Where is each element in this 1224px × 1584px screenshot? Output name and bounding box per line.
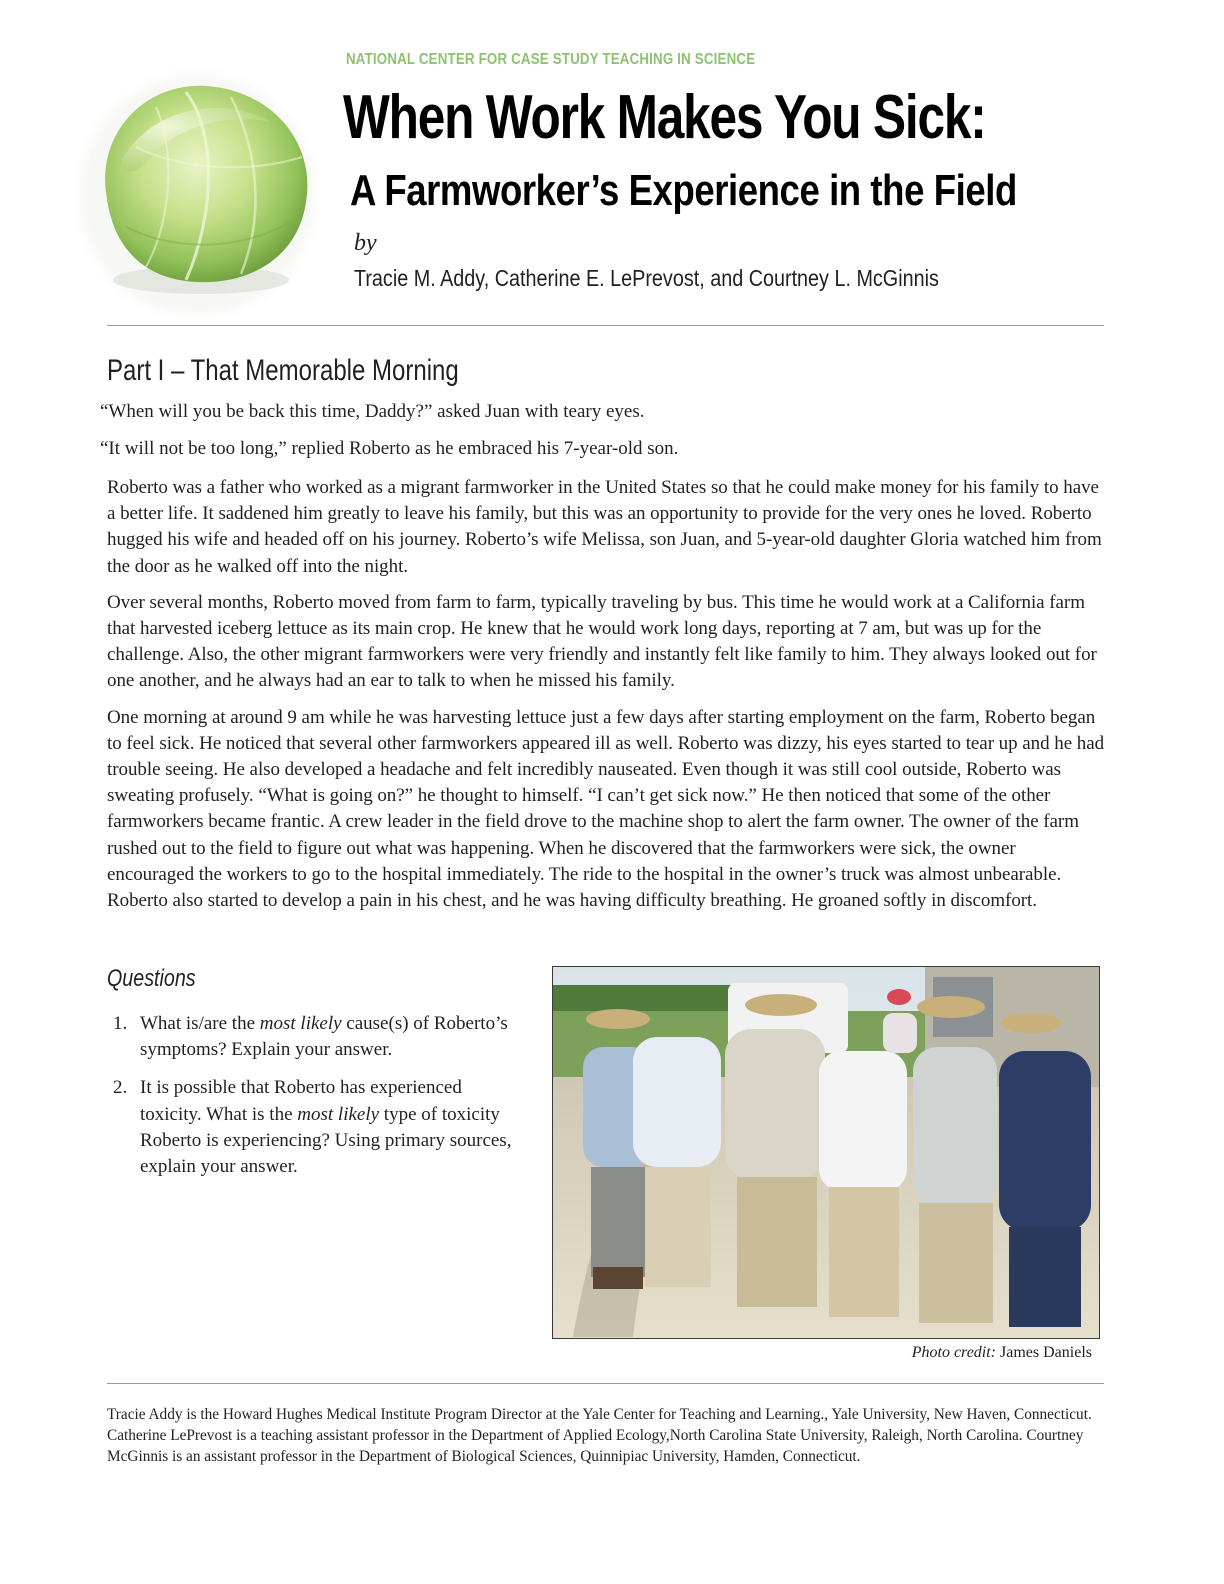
farmworkers-photo <box>552 966 1100 1339</box>
question-text: What is/are the <box>140 1013 260 1034</box>
questions-heading: Questions <box>107 965 196 992</box>
dialog-line: “When will you be back this time, Daddy?” asked Juan with teary eyes. <box>100 401 645 422</box>
section-heading: Part I – That Memorable Morning <box>107 354 459 387</box>
header-divider <box>107 325 1104 326</box>
footnote-divider <box>107 1383 1104 1384</box>
question-emphasis: most likely <box>297 1103 380 1125</box>
question-number: 1. <box>113 1013 128 1034</box>
question-text: type of toxicity Roberto is experiencing? Using primary sources, explain your answer. <box>140 1103 512 1178</box>
photo-credit <box>912 1342 1092 1364</box>
author-list: Tracie M. Addy, Catherine E. LePrevost, and Courtney L. McGinnis <box>354 265 939 291</box>
question-item <box>107 1011 527 1063</box>
page-subtitle: A Farmworker’s Experience in the Field <box>350 166 1017 215</box>
author-footnote: Tracie Addy is the Howard Hughes Medical Institute Program Director at the Yale Center for Teaching and Learning., Yale University, New Haven, Connecticut. Catherine LePrevost is a teaching assistant professor in the Department of Applied Ecology,North Carolina State University, Raleigh, North Carolina. Courtney McGinnis is an assistant professor in the Department of Biological Sciences, Quinnipiac University, Hamden, Connecticut. <box>107 1406 1092 1466</box>
dialog-line: “It will not be too long,” replied Roberto as he embraced his 7-year-old son. <box>100 438 679 459</box>
publisher-name: NATIONAL CENTER FOR CASE STUDY TEACHING IN SCIENCE <box>346 51 756 68</box>
story-body <box>107 475 1107 924</box>
photo-credit-label: Photo credit: <box>911 1344 997 1361</box>
question-text: It is possible that Roberto has experienced toxicity. What is the <box>140 1077 462 1125</box>
story-paragraph: Over several months, Roberto moved from farm to farm, typically traveling by bus. This time he would work at a California farm that harvested iceberg lettuce as its main crop. He knew that he would work long days, reporting at 7 am, but was up for the challenge. Also, the other migrant farmworkers were very friendly and instantly felt like family to him. They always looked out for one another, and he always had an ear to talk to when he missed his family. <box>107 591 1097 692</box>
question-number: 2. <box>113 1077 128 1099</box>
question-list <box>107 1011 527 1192</box>
byline-label: by <box>354 230 377 256</box>
story-paragraph: One morning at around 9 am while he was harvesting lettuce just a few days after starting employment on the farm, Roberto began to feel sick. He noticed that several other farmworkers appeared ill as well. Roberto was dizzy, his eyes started to tear up and he had trouble seeing. He also developed a headache and felt incredibly nauseated. Even though it was still cool outside, Roberto was sweating profusely. “What is going on?” he thought to himself. “I can’t get sick now.” He then noticed that some of the other farmworkers became frantic. A crew leader in the field drove to the machine shop to alert the farm owner. The owner of the farm rushed out to the field to figure out what was happening. When he discovered that the farmworkers were sick, the owner encouraged the workers to go to the hospital immediately. The ride to the hospital in the owner’s truck was almost unbearable. Roberto also started to develop a pain in his chest, and he was having difficulty breathing. He groaned softly in discomfort. <box>107 706 1105 912</box>
page-title: When Work Makes You Sick: <box>343 83 986 152</box>
question-emphasis: most likely <box>259 1013 342 1034</box>
question-text: cause(s) of Roberto’s symptoms? Explain your answer. <box>140 1013 508 1061</box>
question-item <box>107 1075 527 1180</box>
lettuce-image <box>66 52 328 324</box>
story-paragraph: Roberto was a father who worked as a migrant farmworker in the United States so that he could make money for his family to have a better life. It saddened him greatly to leave his family, but this was an opportunity to provide for the very ones he loved. Roberto hugged his wife and headed off on his journey. Roberto’s wife Melissa, son Juan, and 5-year-old daughter Gloria watched him from the door as he walked off into the night. <box>107 477 1102 577</box>
lettuce-illustration <box>66 52 328 324</box>
farmworkers-photo-image <box>553 967 1099 1338</box>
photo-credit-name: James Daniels <box>1000 1344 1092 1361</box>
